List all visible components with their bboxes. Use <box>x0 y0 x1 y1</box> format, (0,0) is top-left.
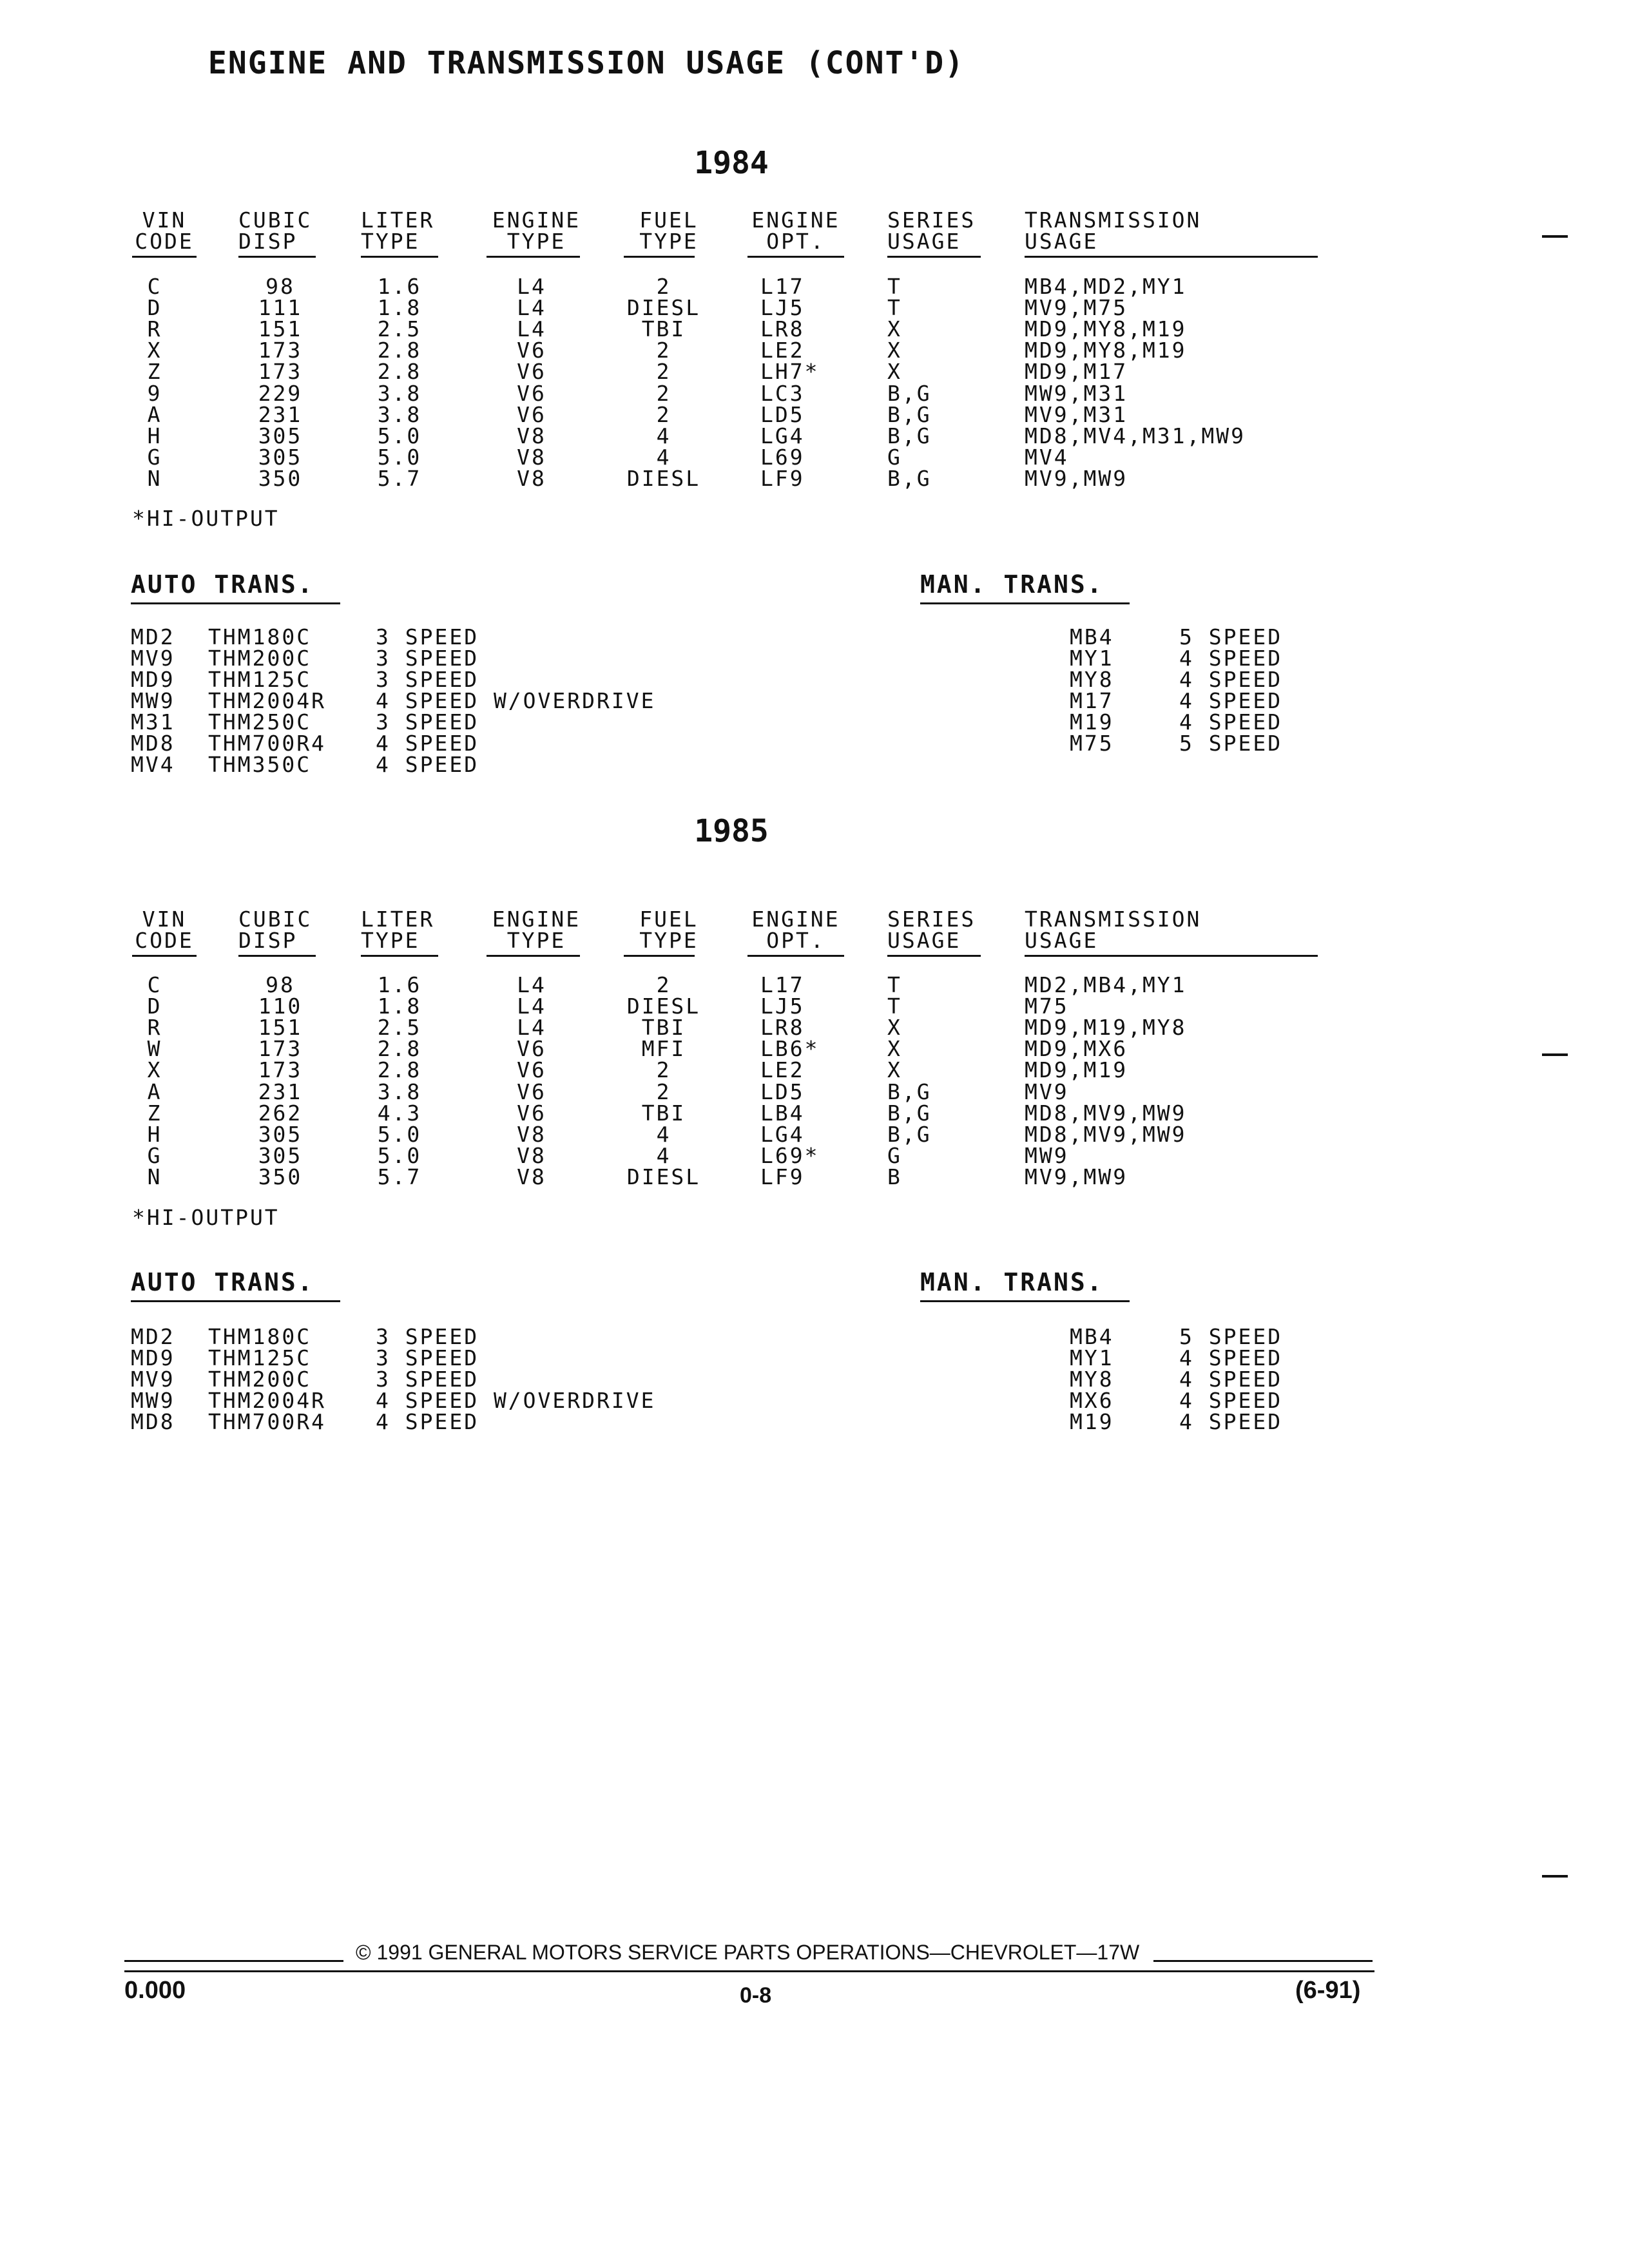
table-cell: T <box>887 994 902 1019</box>
table-cell: 3.8 <box>377 380 422 406</box>
column-header-line1: SERIES <box>887 207 976 233</box>
footnote: *HI-OUTPUT <box>132 1205 280 1230</box>
table-cell: L4 <box>517 295 546 321</box>
table-cell: B,G <box>887 401 932 427</box>
table-cell: MV4 <box>1025 444 1069 470</box>
table-cell: 231 <box>258 401 303 427</box>
column-header-line1: ENGINE <box>492 907 581 932</box>
table-cell: LG4 <box>760 423 805 448</box>
column-header-underline <box>361 955 438 957</box>
table-cell: MV9,M31 <box>1025 401 1128 427</box>
table-cell: 1.6 <box>377 972 422 997</box>
table-cell: MW9,M31 <box>1025 380 1128 406</box>
table-cell: V8 <box>517 423 546 448</box>
man-trans-code: MY8 <box>1070 667 1114 692</box>
auto-trans-speed: 4 SPEED W/OVERDRIVE <box>376 1388 656 1413</box>
auto-trans-heading: AUTO TRANS. <box>131 570 314 599</box>
column-header-line2: DISP <box>238 928 298 953</box>
table-cell: 350 <box>258 1164 303 1189</box>
column-header-line2: DISP <box>238 229 298 254</box>
column-header-line1: FUEL <box>639 907 699 932</box>
table-cell: B,G <box>887 380 932 406</box>
column-header-line1: CUBIC <box>238 207 313 233</box>
table-cell: V8 <box>517 465 546 491</box>
column-header-line2: TYPE <box>639 928 699 953</box>
table-cell: 305 <box>258 444 303 470</box>
auto-trans-model: THM700R4 <box>208 1409 326 1434</box>
column-header-underline <box>361 256 438 258</box>
table-cell: B,G <box>887 1100 932 1126</box>
table-cell: 9 <box>147 380 162 406</box>
man-trans-code: M17 <box>1070 688 1114 713</box>
table-cell: MD9,M19 <box>1025 1057 1128 1083</box>
column-header-underline <box>238 955 316 957</box>
column-header-line1: SERIES <box>887 907 976 932</box>
table-cell: DIESL <box>626 994 701 1019</box>
man-trans-heading: MAN. TRANS. <box>920 1268 1104 1296</box>
man-trans-speed: 5 SPEED <box>1179 731 1283 756</box>
table-cell: D <box>147 295 162 321</box>
table-cell: L17 <box>760 274 805 299</box>
table-cell: MD9,MX6 <box>1025 1036 1128 1062</box>
table-cell: LG4 <box>760 1121 805 1147</box>
man-trans-speed: 4 SPEED <box>1179 1367 1283 1392</box>
table-cell: X <box>887 1057 902 1083</box>
auto-trans-speed: 4 SPEED <box>376 752 479 777</box>
margin-tick-mark <box>1542 1053 1568 1056</box>
table-cell: MD9,M19,MY8 <box>1025 1015 1187 1041</box>
footer-rule-right <box>1153 1960 1373 1962</box>
man-trans-heading: MAN. TRANS. <box>920 570 1104 599</box>
auto-trans-speed: 3 SPEED <box>376 1345 479 1370</box>
column-header-line1: TRANSMISSION <box>1025 207 1202 233</box>
table-cell: MD2,MB4,MY1 <box>1025 972 1187 997</box>
table-cell: 173 <box>258 359 303 385</box>
auto-trans-speed: 3 SPEED <box>376 1367 479 1392</box>
column-header-line2: USAGE <box>887 229 961 254</box>
column-header-line2: USAGE <box>1025 928 1099 953</box>
table-cell: 2.8 <box>377 1036 422 1062</box>
table-cell: DIESL <box>626 295 701 321</box>
table-cell: 1.8 <box>377 295 422 321</box>
table-cell: A <box>147 1079 162 1104</box>
table-cell: LR8 <box>760 1015 805 1041</box>
table-cell: MD8,MV4,M31,MW9 <box>1025 423 1246 448</box>
auto-trans-model: THM2004R <box>208 688 326 713</box>
table-cell: MD9,MY8,M19 <box>1025 316 1187 342</box>
man-trans-speed: 4 SPEED <box>1179 1409 1283 1434</box>
margin-tick-mark <box>1542 1875 1568 1878</box>
table-cell: 2.5 <box>377 316 422 342</box>
table-cell: LE2 <box>760 338 805 363</box>
column-header-underline <box>1025 955 1318 957</box>
table-cell: V6 <box>517 1057 546 1083</box>
man-trans-speed: 5 SPEED <box>1179 624 1283 649</box>
column-header-line1: VIN <box>142 907 187 932</box>
table-cell: V8 <box>517 1121 546 1147</box>
table-cell: T <box>887 295 902 321</box>
man-trans-code: MY8 <box>1070 1367 1114 1392</box>
man-trans-speed: 4 SPEED <box>1179 688 1283 713</box>
column-header-line1: LITER <box>361 207 435 233</box>
table-cell: 4 <box>656 1121 671 1147</box>
table-cell: Z <box>147 359 162 385</box>
auto-trans-speed: 3 SPEED <box>376 709 479 735</box>
table-cell: MV9 <box>1025 1079 1069 1104</box>
table-cell: L4 <box>517 316 546 342</box>
column-header-line2: TYPE <box>361 229 420 254</box>
table-cell: MV9,MW9 <box>1025 1164 1128 1189</box>
man-trans-underline <box>920 602 1130 604</box>
table-cell: MV9,M75 <box>1025 295 1128 321</box>
table-cell: TBI <box>641 316 686 342</box>
table-cell: LB6* <box>760 1036 820 1062</box>
table-cell: 2 <box>656 972 671 997</box>
table-cell: 4 <box>656 444 671 470</box>
auto-trans-model: THM200C <box>208 646 312 671</box>
column-header-line1: CUBIC <box>238 907 313 932</box>
table-cell: N <box>147 1164 162 1189</box>
table-cell: G <box>887 1142 902 1168</box>
table-cell: MD8,MV9,MW9 <box>1025 1121 1187 1147</box>
table-cell: V6 <box>517 401 546 427</box>
column-header-line1: LITER <box>361 907 435 932</box>
table-cell: LH7* <box>760 359 820 385</box>
table-cell: 5.0 <box>377 423 422 448</box>
table-cell: 2.8 <box>377 1057 422 1083</box>
column-header-line2: USAGE <box>887 928 961 953</box>
auto-trans-heading: AUTO TRANS. <box>131 1268 314 1296</box>
table-cell: 5.0 <box>377 1121 422 1147</box>
auto-trans-model: THM200C <box>208 1367 312 1392</box>
table-cell: 262 <box>258 1100 303 1126</box>
footer-rule-bottom <box>124 1970 1374 1972</box>
auto-trans-code: MD2 <box>131 1324 175 1349</box>
table-cell: 173 <box>258 1036 303 1062</box>
man-trans-code: MY1 <box>1070 1345 1114 1370</box>
auto-trans-code: MD8 <box>131 1409 175 1434</box>
table-cell: H <box>147 423 162 448</box>
man-trans-code: MB4 <box>1070 624 1114 649</box>
column-header-underline <box>238 256 316 258</box>
table-cell: V8 <box>517 1142 546 1168</box>
column-header-underline <box>132 955 197 957</box>
table-cell: LJ5 <box>760 994 805 1019</box>
table-cell: H <box>147 1121 162 1147</box>
table-cell: X <box>887 1036 902 1062</box>
column-header-line2: TYPE <box>639 229 699 254</box>
auto-trans-code: MD9 <box>131 667 175 692</box>
table-cell: LJ5 <box>760 295 805 321</box>
auto-trans-code: MV9 <box>131 646 175 671</box>
table-cell: 4.3 <box>377 1100 422 1126</box>
footer-page-number: 0-8 <box>740 1983 772 2008</box>
man-trans-code: M75 <box>1070 731 1114 756</box>
table-cell: L4 <box>517 274 546 299</box>
table-cell: 151 <box>258 1015 303 1041</box>
table-cell: B,G <box>887 1079 932 1104</box>
table-cell: B <box>887 1164 902 1189</box>
table-cell: B,G <box>887 1121 932 1147</box>
man-trans-speed: 4 SPEED <box>1179 1388 1283 1413</box>
table-cell: 2.5 <box>377 1015 422 1041</box>
table-cell: C <box>147 274 162 299</box>
table-cell: 5.0 <box>377 444 422 470</box>
table-cell: C <box>147 972 162 997</box>
table-cell: T <box>887 972 902 997</box>
table-cell: X <box>887 359 902 385</box>
auto-trans-model: THM700R4 <box>208 731 326 756</box>
footer-revision-date: (6-91) <box>1295 1977 1361 2004</box>
table-cell: R <box>147 1015 162 1041</box>
table-cell: 2 <box>656 359 671 385</box>
auto-trans-underline <box>131 602 340 604</box>
page-title: ENGINE AND TRANSMISSION USAGE (CONT'D) <box>207 45 965 81</box>
table-cell: 5.0 <box>377 1142 422 1168</box>
table-cell: 3.8 <box>377 1079 422 1104</box>
auto-trans-speed: 3 SPEED <box>376 624 479 649</box>
man-trans-speed: 5 SPEED <box>1179 1324 1283 1349</box>
footer-rule-left <box>124 1960 343 1962</box>
auto-trans-code: MD8 <box>131 731 175 756</box>
auto-trans-model: THM125C <box>208 667 312 692</box>
auto-trans-speed: 4 SPEED W/OVERDRIVE <box>376 688 656 713</box>
footnote: *HI-OUTPUT <box>132 506 280 531</box>
column-header-line2: CODE <box>135 928 194 953</box>
man-trans-code: MY1 <box>1070 646 1114 671</box>
table-cell: L17 <box>760 972 805 997</box>
table-cell: TBI <box>641 1100 686 1126</box>
table-cell: B,G <box>887 465 932 491</box>
table-cell: G <box>147 444 162 470</box>
column-header-underline <box>132 256 197 258</box>
man-trans-underline <box>920 1300 1130 1302</box>
table-cell: 173 <box>258 1057 303 1083</box>
auto-trans-model: THM180C <box>208 624 312 649</box>
table-cell: 2 <box>656 274 671 299</box>
table-cell: 98 <box>265 274 295 299</box>
year-heading: 1985 <box>694 813 769 849</box>
table-cell: 5.7 <box>377 1164 422 1189</box>
table-cell: 110 <box>258 994 303 1019</box>
table-cell: W <box>147 1036 162 1062</box>
table-cell: 2.8 <box>377 359 422 385</box>
table-cell: 4 <box>656 1142 671 1168</box>
table-cell: 350 <box>258 465 303 491</box>
column-header-underline <box>1025 256 1318 258</box>
table-cell: LF9 <box>760 1164 805 1189</box>
margin-tick-mark <box>1542 235 1568 238</box>
auto-trans-model: THM250C <box>208 709 312 735</box>
column-header-underline <box>487 256 580 258</box>
table-cell: V8 <box>517 444 546 470</box>
table-cell: 2 <box>656 380 671 406</box>
column-header-underline <box>887 256 981 258</box>
table-cell: 2 <box>656 338 671 363</box>
column-header-line1: FUEL <box>639 207 699 233</box>
column-header-line2: USAGE <box>1025 229 1099 254</box>
table-cell: V6 <box>517 1100 546 1126</box>
auto-trans-model: THM180C <box>208 1324 312 1349</box>
table-cell: 111 <box>258 295 303 321</box>
table-cell: L4 <box>517 1015 546 1041</box>
table-cell: 305 <box>258 423 303 448</box>
auto-trans-speed: 4 SPEED <box>376 1409 479 1434</box>
table-cell: N <box>147 465 162 491</box>
table-cell: M75 <box>1025 994 1069 1019</box>
table-cell: L4 <box>517 972 546 997</box>
table-cell: L69* <box>760 1142 820 1168</box>
table-cell: V6 <box>517 380 546 406</box>
table-cell: DIESL <box>626 1164 701 1189</box>
column-header-line2: OPT. <box>766 229 825 254</box>
table-cell: 2.8 <box>377 338 422 363</box>
man-trans-speed: 4 SPEED <box>1179 667 1283 692</box>
auto-trans-speed: 3 SPEED <box>376 646 479 671</box>
column-header-underline <box>624 955 695 957</box>
table-cell: Z <box>147 1100 162 1126</box>
table-cell: LF9 <box>760 465 805 491</box>
man-trans-code: MX6 <box>1070 1388 1114 1413</box>
table-cell: X <box>887 1015 902 1041</box>
table-cell: 2 <box>656 401 671 427</box>
table-cell: LD5 <box>760 1079 805 1104</box>
table-cell: LE2 <box>760 1057 805 1083</box>
auto-trans-speed: 3 SPEED <box>376 667 479 692</box>
table-cell: 2 <box>656 1079 671 1104</box>
auto-trans-speed: 3 SPEED <box>376 1324 479 1349</box>
column-header-underline <box>747 256 844 258</box>
table-cell: V6 <box>517 359 546 385</box>
table-cell: LR8 <box>760 316 805 342</box>
table-cell: 5.7 <box>377 465 422 491</box>
table-cell: R <box>147 316 162 342</box>
table-cell: TBI <box>641 1015 686 1041</box>
table-cell: 3.8 <box>377 401 422 427</box>
table-cell: 305 <box>258 1142 303 1168</box>
year-heading: 1984 <box>694 145 769 181</box>
column-header-line2: TYPE <box>361 928 420 953</box>
column-header-line1: TRANSMISSION <box>1025 907 1202 932</box>
table-cell: 229 <box>258 380 303 406</box>
table-cell: 2 <box>656 1057 671 1083</box>
table-cell: V6 <box>517 1036 546 1062</box>
table-cell: MV9,MW9 <box>1025 465 1128 491</box>
table-cell: MD9,M17 <box>1025 359 1128 385</box>
table-cell: A <box>147 401 162 427</box>
auto-trans-speed: 4 SPEED <box>376 731 479 756</box>
table-cell: 1.8 <box>377 994 422 1019</box>
table-cell: LC3 <box>760 380 805 406</box>
table-cell: MD9,MY8,M19 <box>1025 338 1187 363</box>
table-cell: X <box>887 338 902 363</box>
table-cell: 98 <box>265 972 295 997</box>
footer-copyright: © 1991 GENERAL MOTORS SERVICE PARTS OPERATIONS—CHEVROLET—17W <box>356 1941 1140 1964</box>
table-cell: X <box>887 316 902 342</box>
table-cell: T <box>887 274 902 299</box>
column-header-underline <box>624 256 695 258</box>
table-cell: 173 <box>258 338 303 363</box>
table-cell: MD8,MV9,MW9 <box>1025 1100 1187 1126</box>
auto-trans-code: MV4 <box>131 752 175 777</box>
table-cell: B,G <box>887 423 932 448</box>
table-cell: MB4,MD2,MY1 <box>1025 274 1187 299</box>
table-cell: DIESL <box>626 465 701 491</box>
footer-section-number: 0.000 <box>124 1977 186 2004</box>
man-trans-code: M19 <box>1070 1409 1114 1434</box>
table-cell: X <box>147 1057 162 1083</box>
auto-trans-model: THM2004R <box>208 1388 326 1413</box>
auto-trans-model: THM125C <box>208 1345 312 1370</box>
auto-trans-code: MD9 <box>131 1345 175 1370</box>
table-cell: 151 <box>258 316 303 342</box>
auto-trans-code: MW9 <box>131 688 175 713</box>
column-header-line2: CODE <box>135 229 194 254</box>
column-header-line2: TYPE <box>506 229 566 254</box>
auto-trans-code: MW9 <box>131 1388 175 1413</box>
table-cell: 4 <box>656 423 671 448</box>
table-cell: L69 <box>760 444 805 470</box>
table-cell: 1.6 <box>377 274 422 299</box>
auto-trans-model: THM350C <box>208 752 312 777</box>
table-cell: 305 <box>258 1121 303 1147</box>
table-cell: MW9 <box>1025 1142 1069 1168</box>
table-cell: X <box>147 338 162 363</box>
table-cell: V6 <box>517 338 546 363</box>
auto-trans-code: MV9 <box>131 1367 175 1392</box>
column-header-line2: OPT. <box>766 928 825 953</box>
man-trans-code: MB4 <box>1070 1324 1114 1349</box>
column-header-line1: ENGINE <box>751 907 840 932</box>
table-cell: G <box>147 1142 162 1168</box>
column-header-line2: TYPE <box>506 928 566 953</box>
table-cell: D <box>147 994 162 1019</box>
man-trans-speed: 4 SPEED <box>1179 709 1283 735</box>
column-header-underline <box>887 955 981 957</box>
table-cell: V6 <box>517 1079 546 1104</box>
table-cell: LD5 <box>760 401 805 427</box>
auto-trans-underline <box>131 1300 340 1302</box>
table-cell: MFI <box>641 1036 686 1062</box>
table-cell: 231 <box>258 1079 303 1104</box>
auto-trans-code: M31 <box>131 709 175 735</box>
man-trans-speed: 4 SPEED <box>1179 646 1283 671</box>
table-cell: L4 <box>517 994 546 1019</box>
column-header-underline <box>747 955 844 957</box>
table-cell: G <box>887 444 902 470</box>
column-header-line1: ENGINE <box>492 207 581 233</box>
table-cell: V8 <box>517 1164 546 1189</box>
auto-trans-code: MD2 <box>131 624 175 649</box>
column-header-underline <box>487 955 580 957</box>
man-trans-speed: 4 SPEED <box>1179 1345 1283 1370</box>
column-header-line1: ENGINE <box>751 207 840 233</box>
table-cell: LB4 <box>760 1100 805 1126</box>
man-trans-code: M19 <box>1070 709 1114 735</box>
column-header-line1: VIN <box>142 207 187 233</box>
